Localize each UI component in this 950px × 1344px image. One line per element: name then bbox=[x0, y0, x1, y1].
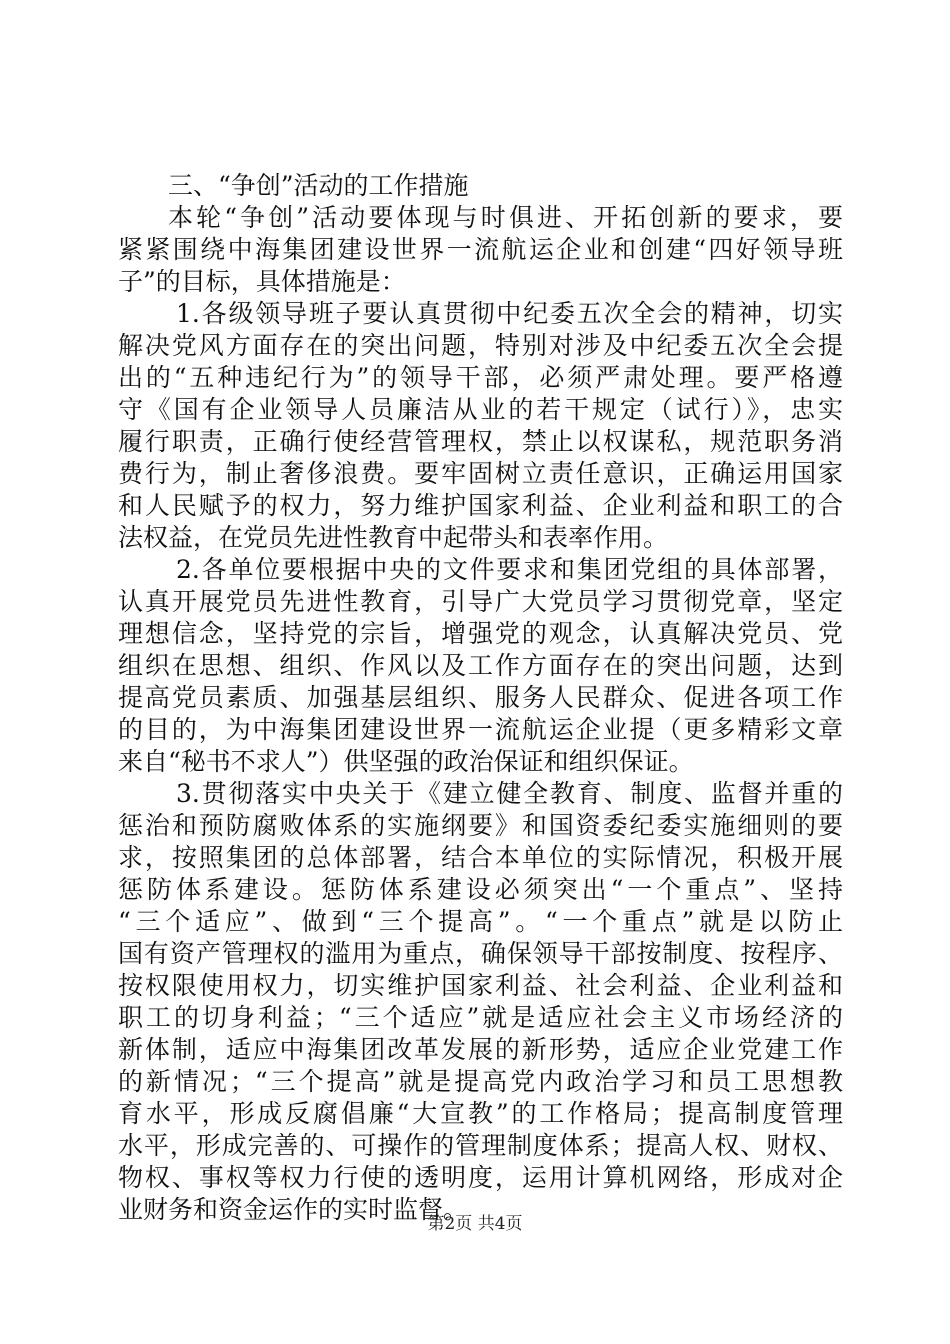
paragraph-line: 理想信念，坚持党的宗旨，增强党的观念，认真解决党员、党 bbox=[118, 619, 843, 648]
paragraph-line: 2.各单位要根据中央的文件要求和集团党组的具体部署， bbox=[176, 555, 843, 584]
paragraph-line: 求，按照集团的总体部署，结合本单位的实际情况，积极开展 bbox=[118, 843, 843, 872]
paragraph-line: 水平，形成完善的、可操作的管理制度体系；提高人权、财权、 bbox=[118, 1131, 843, 1160]
paragraph-line: 按权限使用权力，切实维护国家利益、社会利益、企业利益和 bbox=[118, 971, 843, 1000]
paragraph-line: 业财务和资金运作的实时监督。 bbox=[118, 1195, 469, 1224]
paragraph-line: 新体制，适应中海集团改革发展的新形势，适应企业党建工作 bbox=[118, 1035, 843, 1064]
paragraph-line: 履行职责，正确行使经营管理权，禁止以权谋私，规范职务消 bbox=[118, 427, 843, 456]
paragraph-line: 1.各级领导班子要认真贯彻中纪委五次全会的精神，切实 bbox=[176, 299, 843, 328]
paragraph-line: 来自“秘书不求人”）供坚强的政治保证和组织保证。 bbox=[118, 747, 694, 776]
paragraph-line: 紧紧围绕中海集团建设世界一流航运企业和创建“四好领导班 bbox=[118, 235, 843, 264]
document-body bbox=[118, 170, 843, 1226]
paragraph-line: 国有资产管理权的滥用为重点，确保领导干部按制度、按程序、 bbox=[118, 939, 843, 968]
paragraph-line: 费行为，制止奢侈浪费。要牢固树立责任意识，正确运用国家 bbox=[118, 459, 843, 488]
paragraph-line: 的新情况；“三个提高”就是提高党内政治学习和员工思想教 bbox=[118, 1067, 843, 1096]
paragraph-line: 提高党员素质、加强基层组织、服务人民群众、促进各项工作 bbox=[118, 683, 843, 712]
paragraph-line: 守《国有企业领导人员廉洁从业的若干规定（试行）》，忠实 bbox=[118, 395, 843, 424]
paragraph-line: 出的“五种违纪行为”的领导干部，必须严肃处理。要严格遵 bbox=[118, 363, 843, 392]
paragraph-line: 惩治和预防腐败体系的实施纲要》和国资委纪委实施细则的要 bbox=[118, 811, 843, 840]
paragraph-line: 惩防体系建设。惩防体系建设必须突出“一个重点”、坚持 bbox=[118, 875, 843, 904]
paragraph-line: 物权、事权等权力行使的透明度，运用计算机网络，形成对企 bbox=[118, 1163, 843, 1192]
paragraph-line: 解决党风方面存在的突出问题，特别对涉及中纪委五次全会提 bbox=[118, 331, 843, 360]
page-number-footer: 第2页 共4页 bbox=[427, 1214, 523, 1234]
paragraph-line: 的目的，为中海集团建设世界一流航运企业提（更多精彩文章 bbox=[118, 715, 843, 744]
paragraph-line: 法权益，在党员先进性教育中起带头和表率作用。 bbox=[118, 523, 669, 552]
section-heading: 三、“争创”活动的工作措施 bbox=[168, 171, 469, 200]
paragraph-line: 本轮“争创”活动要体现与时俱进、开拓创新的要求，要 bbox=[168, 203, 843, 232]
paragraph-line: 育水平，形成反腐倡廉“大宣教”的工作格局；提高制度管理 bbox=[118, 1099, 843, 1128]
paragraph-line: “三个适应”、做到“三个提高”。“一个重点”就是以防止 bbox=[118, 907, 843, 936]
paragraph-line: 3.贯彻落实中央关于《建立健全教育、制度、监督并重的 bbox=[176, 779, 843, 808]
paragraph-line: 和人民赋予的权力，努力维护国家利益、企业利益和职工的合 bbox=[118, 491, 843, 520]
paragraph-line: 组织在思想、组织、作风以及工作方面存在的突出问题，达到 bbox=[118, 651, 843, 680]
paragraph-line: 子”的目标，具体措施是： bbox=[118, 267, 406, 296]
paragraph-line: 认真开展党员先进性教育，引导广大党员学习贯彻党章，坚定 bbox=[118, 587, 843, 616]
paragraph-line: 职工的切身利益；“三个适应”就是适应社会主义市场经济的 bbox=[118, 1003, 843, 1032]
